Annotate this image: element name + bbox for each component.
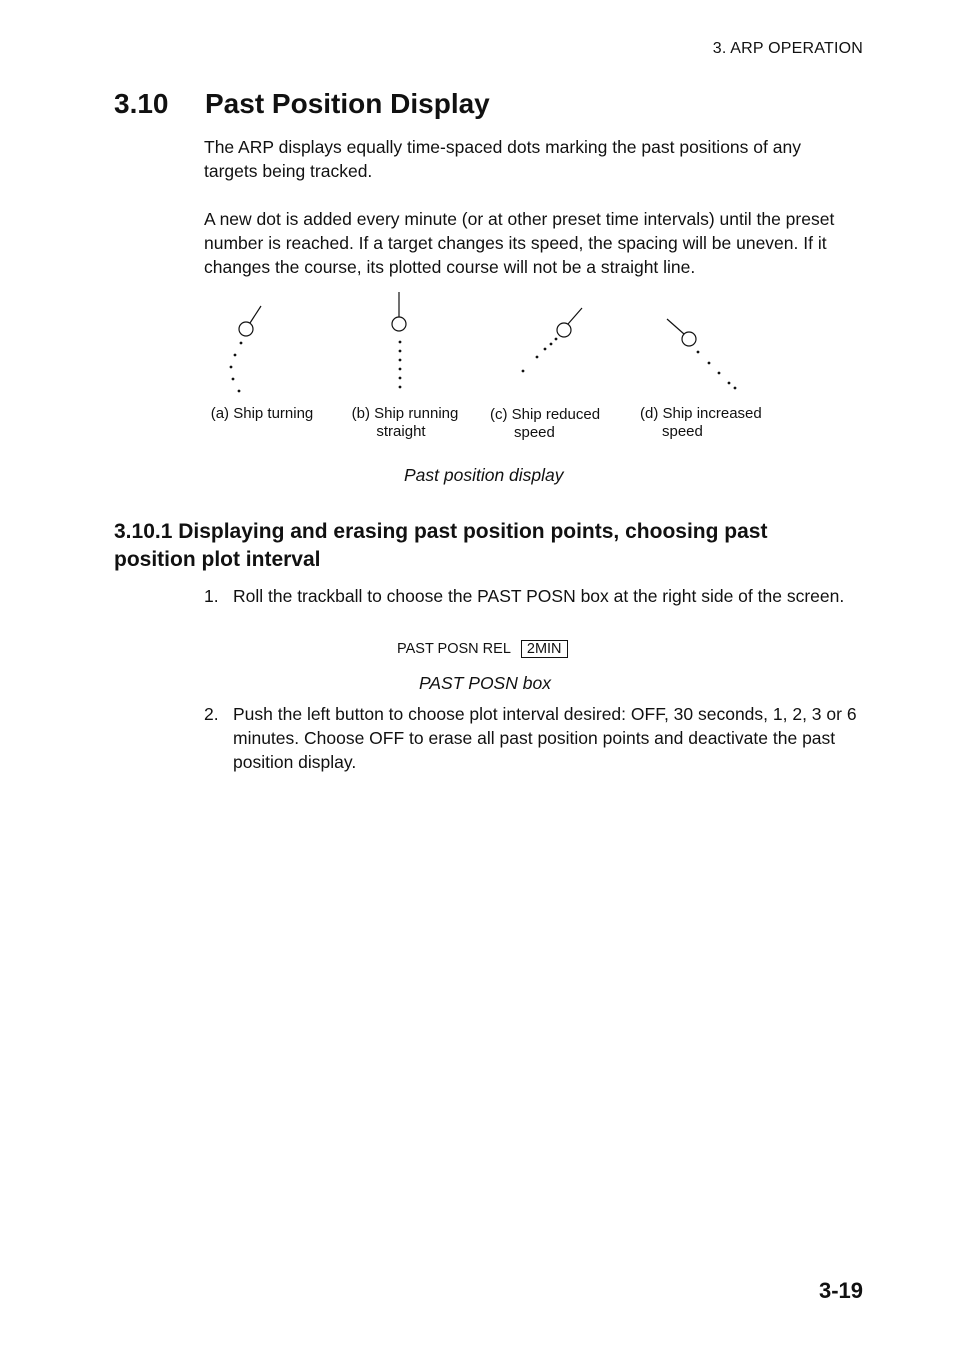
target-symbol [682, 332, 696, 346]
figure-label-b-line2: straight [376, 423, 426, 440]
past-posn-box-illustration [397, 640, 568, 658]
figure-label-d [640, 405, 780, 441]
figure-label-d-line1: (d) Ship increased [640, 405, 762, 422]
figure-label-a-line1: (a) Ship turning [210, 405, 314, 422]
step-1-text: Roll the trackball to choose the PAST POSN box at the right side of the screen. [233, 586, 845, 606]
target-symbol [239, 322, 253, 336]
subsection-title: 3.10.1 Displaying and erasing past position points, choosing past position plot interval [114, 520, 768, 571]
past-posn-label: PAST POSN REL [397, 641, 511, 657]
step-2 [204, 702, 864, 774]
section-title-text: Past Position Display [205, 88, 490, 119]
figure-label-c-line1: (c) Ship reduced [490, 406, 601, 423]
figure-label-c-line2: speed [514, 424, 555, 441]
section-number: 3.10 [114, 88, 169, 119]
step-1-number: 1. [204, 586, 219, 606]
figure-caption: Past position display [404, 465, 564, 485]
past-posn-value-box: 2MIN [521, 640, 568, 658]
intro-paragraph: The ARP displays equally time-spaced dots marking the past positions of any targets being tracked. [204, 137, 801, 181]
step-2-number: 2. [204, 704, 219, 724]
section-title [114, 88, 490, 120]
ship-reduced-dots [522, 338, 558, 373]
detail-paragraph: A new dot is added every minute (or at other preset time intervals) until the preset number is reached. If a target changes its speed, the spacing will be uneven. If it changes the course, its plotted course will not be a straight line. [204, 209, 835, 277]
figure-label-c [490, 406, 610, 442]
ship-straight-dots [399, 341, 402, 389]
ship-straight-diagram [392, 292, 406, 331]
heading-vector [667, 319, 684, 334]
ship-turning-diagram [239, 306, 261, 336]
heading-vector [250, 306, 261, 323]
ship-reduced-diagram [557, 308, 582, 337]
target-symbol [392, 317, 406, 331]
past-posn-caption: PAST POSN box [419, 673, 551, 693]
past-position-figure [200, 285, 760, 400]
ship-increased-dots [697, 351, 737, 390]
figure-label-a [207, 405, 317, 423]
step-2-text: Push the left button to choose plot interval desired: OFF, 30 seconds, 1, 2, 3 or 6 minutes. Choose OFF to erase all past position points and deactivate the past position display. [233, 704, 857, 772]
figure-label-b [345, 405, 465, 441]
target-symbol [557, 323, 571, 337]
heading-vector [568, 308, 582, 324]
ship-turning-dots [230, 342, 243, 393]
figure-label-d-line2: speed [662, 423, 703, 440]
ship-increased-diagram [667, 319, 696, 346]
figure-label-b-line1: (b) Ship running [351, 405, 459, 422]
running-header: 3. ARP OPERATION [712, 40, 863, 57]
step-1 [204, 584, 864, 608]
page-number: 3-19 [818, 1278, 863, 1303]
